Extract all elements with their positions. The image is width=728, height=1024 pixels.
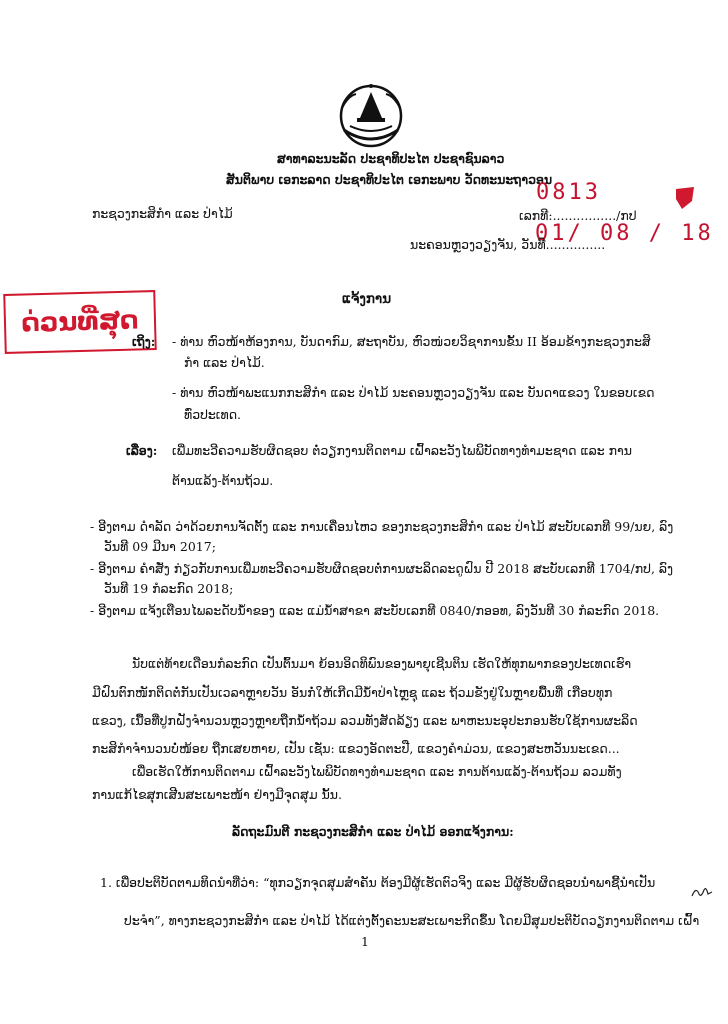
reference-2-line-1: - ອີງຕາມ ຄໍາສັ່ງ ກ່ຽວກັບການເພີ່ມທະວີຄວາມຮັບຜິດຊອບຕໍ່ການຜະລິດລະດູຝົນ ປີ 2018 ສະບັບເລກທີ 1704/ກປ, ລົງ (90, 561, 674, 576)
item-1-line-2: ປະຈໍາ”, ທາງກະຊວງກະສິກໍາ ແລະ ປ່າໄມ້ ໄດ້ແຕ່ງຕັ້ງຄະນະສະເພາະກິດຂຶ້ນ ໂດຍມີສຸມປະຕິບັດວຽກງານຕິດຕາມ ເຝົ້າ (124, 913, 700, 928)
item-1-line-1: 1. ເພື່ອປະຕິບັດຕາມທິດນໍາທີ່ວ່າ: “ທຸກວຽກຈຸດສຸມສໍາຄັນ ຕ້ອງມີຜູ້ເຮັດຕົວຈິງ ແລະ ມີຜູ້ຮັບຜິດຊອບນໍາພາຊີ້ນໍາເປັນ (100, 875, 656, 890)
reference-1-line-1: - ອີງຕາມ ດໍາລັດ ວ່າດ້ວຍການຈັດຕັ້ງ ແລະ ການເຄື່ອນໄຫວ ຂອງກະຊວງກະສິກໍາ ແລະ ປ່າໄມ້ ສະບັບເລກທີ 99/ນຍ, ລົງ (90, 519, 674, 534)
page-number: 1 (361, 934, 369, 949)
handwritten-date: 01/ 08 / 18 (535, 221, 714, 246)
initials-signature-icon (690, 884, 714, 900)
issuer-name: ກະຊວງກະສິກໍາ ແລະ ປ່າໄມ້ (92, 206, 233, 221)
subject-line-1: ເພີ່ມທະວີຄວາມຮັບຜິດຊອບ ຕໍ່ວຽກງານຕິດຕາມ ເຝົ້າລະວັງໄພພິບັດທາງທໍາມະຊາດ ແລະ ການ (172, 443, 633, 458)
urgent-stamp: ດ່ວນທີ່ສຸດ (3, 290, 157, 354)
subject-line-2: ຕ້ານແລ້ງ-ຕ້ານຖ້ວມ. (172, 473, 274, 488)
reference-2-line-2: ວັນທີ 19 ກໍລະກົດ 2018; (104, 581, 234, 596)
recipients-label: ເຖິງ: (132, 334, 156, 349)
handwritten-number: 0813 (536, 180, 601, 205)
recipient-line-1-cont: ກໍາ ແລະ ປ່າໄມ້. (184, 355, 265, 370)
reference-3-line-1: - ອີງຕາມ ແຈ້ງເຕືອນໄພລະດັບນໍ້າຂອງ ແລະ ແມ່ນໍ້າສາຂາ ສະບັບເລກທີ 0840/ກອອທ, ລົງວັນທີ 30 ກໍລະກົດ 2018. (90, 603, 660, 618)
recipient-line-1: - ທ່ານ ຫົວໜ້າຫ້ອງການ, ບັນດາກົມ, ສະຖາບັນ, ຫົວໜ່ວຍວິຊາການຂັ້ນ II ອ້ອມຂ້າງກະຊວງກະສິ (172, 334, 651, 349)
body-paragraph-1-line-1: ນັບແຕ່ທ້າຍເດືອນກໍລະກົດ ເປັນຕົ້ນມາ ຍ້ອນອິດທິພົນຂອງພາຍຸເຊີນຕິນ ເຮັດໃຫ້ທຸກພາກຂອງປະເທດເຮົາ (132, 656, 632, 671)
recipient-line-2-cont: ທົ່ວປະເທດ. (184, 407, 242, 422)
body-paragraph-2-line-2: ການແກ້ໄຂສຸກເສີນສະເພາະໜ້າ ຢ່າງມີຈຸດສຸມ ນັ້ນ. (92, 787, 343, 802)
body-paragraph-1-line-4: ກະສິກໍາຈໍານວນບໍ່ໜ້ອຍ ຖືກເສຍຫາຍ, ເປັນ ເຊັ່ນ: ແຂວງອັດຕະປື, ແຂວງຄໍາມ່ວນ, ແຂວງສະຫວັນນະເຂດ... (92, 741, 620, 756)
subject-label: ເລື່ອງ: (126, 443, 158, 458)
place-date-label: ນະຄອນຫຼວງວຽງຈັນ, ວັນທີ............... (410, 237, 606, 252)
document-title: ແຈ້ງການ (342, 291, 392, 307)
national-emblem-icon (330, 78, 412, 148)
recipient-line-2: - ທ່ານ ຫົວໜ້າພະແນກກະສິກໍາ ແລະ ປ່າໄມ້ ນະຄອນຫຼວງວຽງຈັນ ແລະ ບັນດາແຂວງ ໃນຂອບເຂດ (172, 385, 655, 400)
body-paragraph-2-line-1: ເພື່ອເຮັດໃຫ້ການຕິດຕາມ ເຝົ້າລະວັງໄພພິບັດທາງທໍາມະຊາດ ແລະ ການຕ້ານແລ້ງ-ຕ້ານຖ້ວມ ລວມທັງ (132, 764, 622, 779)
national-motto-line: ສັນຕິພາບ ເອກະລາດ ປະຊາທິປະໄຕ ເອກະພາບ ວັດທະນະຖາວອນ (226, 172, 553, 187)
country-name-line: ສາທາລະນະລັດ ປະຊາທິປະໄຕ ປະຊາຊົນລາວ (277, 151, 505, 166)
body-paragraph-1-line-3: ແຂວງ, ເນື້ອທີ່ປູກຝັງຈໍານວນຫຼວງຫຼາຍຖືກນໍ້າຖ້ວມ ລວມທັງສັດລ້ຽງ ແລະ ພາຫະນະອຸປະກອນຮັບໃຊ້ການຜະລິດ (92, 713, 638, 728)
red-ink-mark-icon (672, 185, 698, 213)
minister-announcement-intro: ລັດຖະມົນຕີ ກະຊວງກະສິກໍາ ແລະ ປ່າໄມ້ ອອກແຈ້ງການ: (232, 824, 514, 839)
body-paragraph-1-line-2: ມີຝົນຕົກໜັກຕິດຕໍ່ກັນເປັນເວລາຫຼາຍວັນ ອັນກໍ່ໃຫ້ເກີດມີນໍ້າປ່າໄຫຼຊຸ ແລະ ຖ້ວມຂັງຢູ່ໃນຫຼາຍພື້ນທີ່ ເກືອບທຸກ (92, 685, 613, 700)
reference-1-line-2: ວັນທີ 09 ມີນາ 2017; (104, 539, 216, 554)
reference-number-label: ເລກທີ:................/ກປ (519, 208, 637, 223)
